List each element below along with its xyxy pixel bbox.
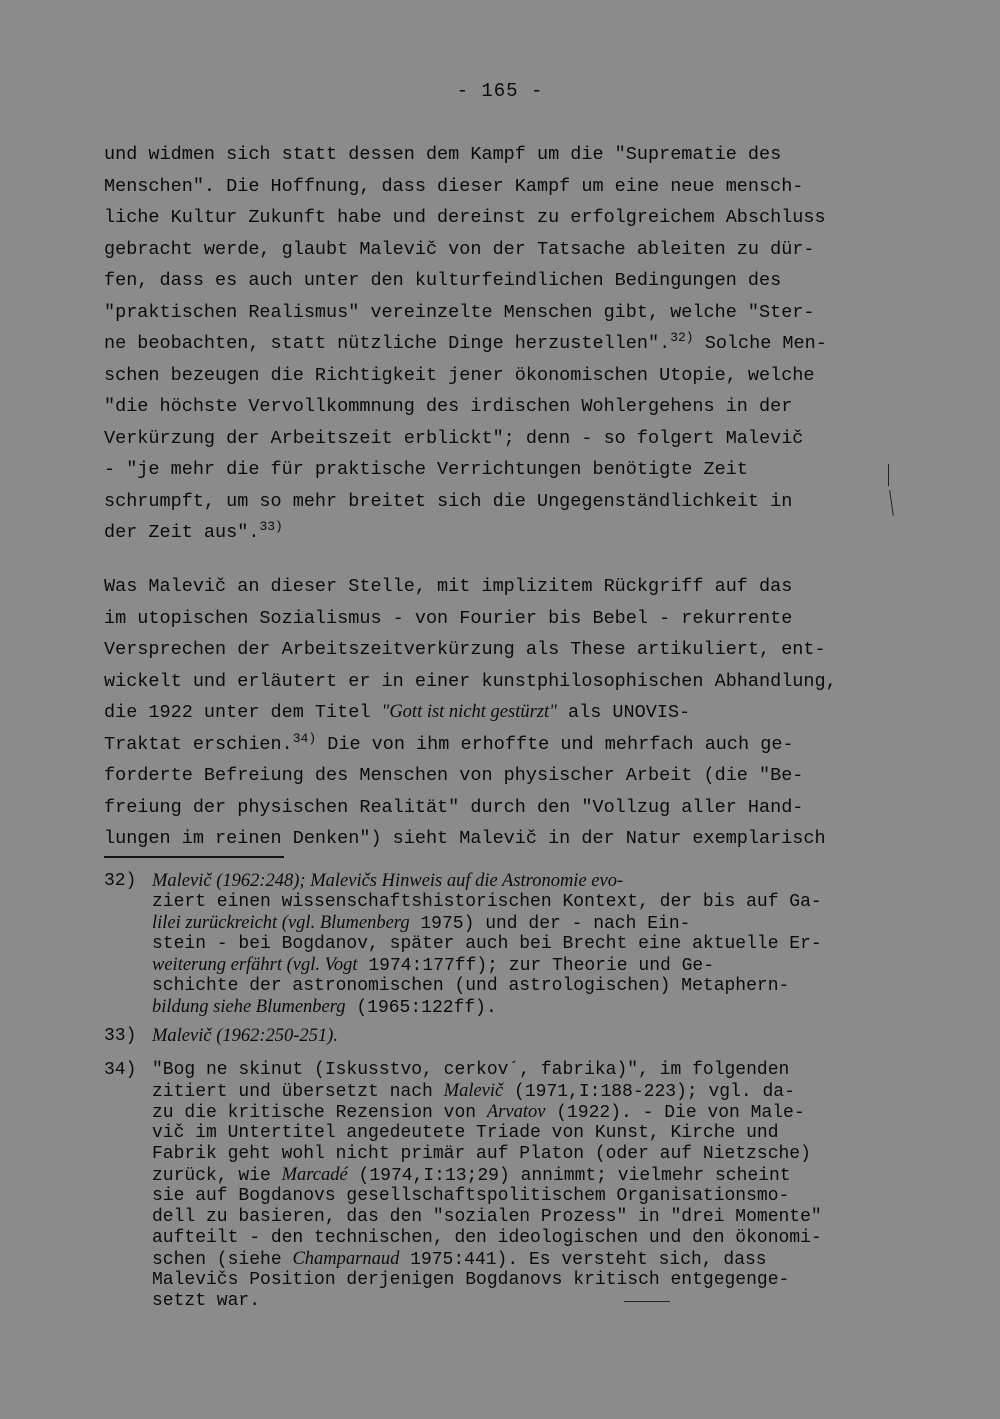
text-line [104,328,904,360]
footnote-line [152,1291,822,1312]
paragraph-1 [104,139,904,549]
text-line: lungen im reinen Denken") sieht Malevič in der Natur exemplarisch [104,828,826,849]
footnote-ref-33: 33) [259,519,283,534]
footnote-line [152,955,822,976]
footnote-separator [104,856,284,858]
text-segment: dell zu basieren, das den "sozialen Prozess" in "drei Momente" [152,1207,822,1227]
paragraph-2 [104,571,904,855]
text-line: "praktischen Realismus" vereinzelte Menschen gibt, welche "Ster- [104,301,815,323]
footnote-number: 33) [104,1026,137,1046]
text-segment: 1975:441). Es versteht sich, dass [399,1250,767,1270]
text-segment: zitiert und übersetzt nach [152,1082,444,1102]
footnote-line [152,1270,822,1291]
author-name: Malevič [152,1026,212,1046]
author-name: (1962:250-251). [211,1026,338,1046]
text-line: Verkürzung der Arbeitszeit erblickt"; denn - so folgert Malevič [104,427,804,449]
text-line: Was Malevič an dieser Stelle, mit implizitem Rückgriff auf das [104,576,793,597]
footnote-number: 32) [104,871,137,891]
text-segment: schichte der astronomischen (und astrologischen) Metaphern- [152,976,790,996]
text-segment: (1965:122ff). [345,998,497,1018]
text-line: liche Kultur Zukunft habe und dereinst zu erfolgreichem Abschluss [104,207,826,228]
author-name: Vogt [324,955,358,975]
text-line: im utopischen Sozialismus - von Fourier bis Bebel - rekurrente [104,607,793,629]
footnote-text [152,1060,822,1312]
author-name: Malevič [443,1081,504,1101]
footnote-line [152,934,822,955]
text-segment: zu die kritische Rezension von [152,1103,487,1123]
book-title: "Gott ist nicht gestürzt" [381,702,557,722]
footnote-line [152,1081,822,1102]
scan-mark [624,1301,670,1302]
text-line: "die höchste Vervollkommnung des irdischen Wohlergehens in der [104,396,793,417]
text-segment: der Zeit aus". [104,522,260,543]
text-segment: Traktat erschien. [104,733,293,755]
text-segment: 1975) und der - nach Ein- [409,914,691,934]
footnote-line [152,1186,822,1207]
author-name: weiterung erfährt (vgl. [152,955,325,975]
author-name: Malevič [152,871,212,891]
text-line: wickelt und erläutert er in einer kunstphilosophischen Abhandlung, [104,670,837,692]
text-segment: ne beobachten, statt nützliche Dinge herzustellen". [104,333,671,354]
footnote-line [152,1123,822,1144]
text-line: Menschen". Die Hoffnung, dass dieser Kampf um eine neue mensch- [104,175,804,197]
footnote-line [152,1228,822,1249]
text-segment: Die von ihm erhoffte und mehrfach auch ge- [316,733,794,755]
text-segment: Fabrik geht wohl nicht primär auf Platon (oder auf Nietzsche) [152,1144,811,1164]
author-name: Champarnaud [292,1249,400,1269]
footnote-line [152,871,822,892]
text-segment: die 1922 unter dem Titel [104,702,382,723]
text-segment: sie auf Bogdanovs gesellschaftspolitischem Organisationsmo- [152,1186,790,1206]
footnote-ref-34: 34) [292,730,317,746]
footnote-line [152,976,822,997]
author-name: Marcadé [281,1165,348,1185]
text-segment: (1974,I:13;29) annimmt; vielmehr scheint [347,1166,791,1186]
footnote-line [152,892,822,913]
footnote-line [152,913,822,934]
text-segment: zurück, wie [152,1166,282,1186]
text-line: schen bezeugen die Richtigkeit jener ökonomischen Utopie, welche [104,364,815,386]
author-name: bildung siehe [152,997,256,1017]
text-line: - "je mehr die für praktische Verrichtungen benötigte Zeit [104,459,748,480]
footnote-line [152,1207,822,1228]
author-name: lilei zurückreicht (vgl. [152,913,320,933]
text-segment: (1922). - Die von Male- [545,1103,805,1123]
text-segment: aufteilt - den technischen, den ideologischen und den ökonomi- [152,1228,822,1248]
text-segment: ziert einen wissenschaftshistorischen Kontext, der bis auf Ga- [152,892,822,912]
text-line: und widmen sich statt dessen dem Kampf um die "Suprematie des [104,144,782,165]
author-name: Blumenberg [255,997,346,1017]
margin-mark [888,464,889,486]
text-segment: schen (siehe [152,1250,293,1270]
text-line [104,697,904,729]
text-segment: Malevičs Position derjenigen Bogdanovs kritisch entgegenge- [152,1270,790,1290]
text-segment: Solche Men- [693,333,827,354]
footnote-line [152,1026,338,1047]
text-line: freiung der physischen Realität" durch den "Vollzug aller Hand- [104,796,804,818]
text-line: gebracht werde, glaubt Malevič von der Tatsache ableiten zu dür- [104,238,815,260]
page-number: - 165 - [456,80,544,102]
text-segment: 1974:177ff); zur Theorie und Ge- [357,956,715,976]
text-segment: vič im Untertitel angedeutete Triade von Kunst, Kirche und [152,1123,779,1143]
footnote-line [152,1060,822,1081]
footnote-line [152,1102,822,1123]
author-name: Arvatov [486,1102,546,1122]
text-line: schrumpft, um so mehr breitet sich die Ungegenständlichkeit in [104,490,793,512]
footnote-line [152,1144,822,1165]
footnote-ref-32: 32) [670,330,694,345]
footnote-line [152,997,822,1018]
footnote-line [152,1249,822,1270]
text-segment: als UNOVIS- [556,702,691,723]
text-segment: (1971,I:188-223); vgl. da- [503,1082,795,1102]
text-segment: "Bog ne skinut (Iskusstvo, cerkov´, fabrika)", im folgenden [152,1060,790,1080]
text-line [104,517,904,549]
author-name: Blumenberg [319,913,410,933]
text-line: Versprechen der Arbeitszeitverkürzung als These artikuliert, ent- [104,639,826,660]
footnote-text [152,1026,338,1047]
footnote-line [152,1165,822,1186]
text-segment: setzt war. [152,1291,261,1311]
footnote-number: 34) [104,1060,137,1080]
text-segment: stein - bei Bogdanov, später auch bei Brecht eine aktuelle Er- [152,934,822,954]
author-name: (1962:248); Malevičs Hinweis auf die Astronomie evo- [211,871,624,891]
text-line [104,729,904,761]
text-line: fen, dass es auch unter den kulturfeindlichen Bedingungen des [104,270,782,291]
text-line: forderte Befreiung des Menschen von physischer Arbeit (die "Be- [104,765,804,786]
footnote-text [152,871,822,1018]
